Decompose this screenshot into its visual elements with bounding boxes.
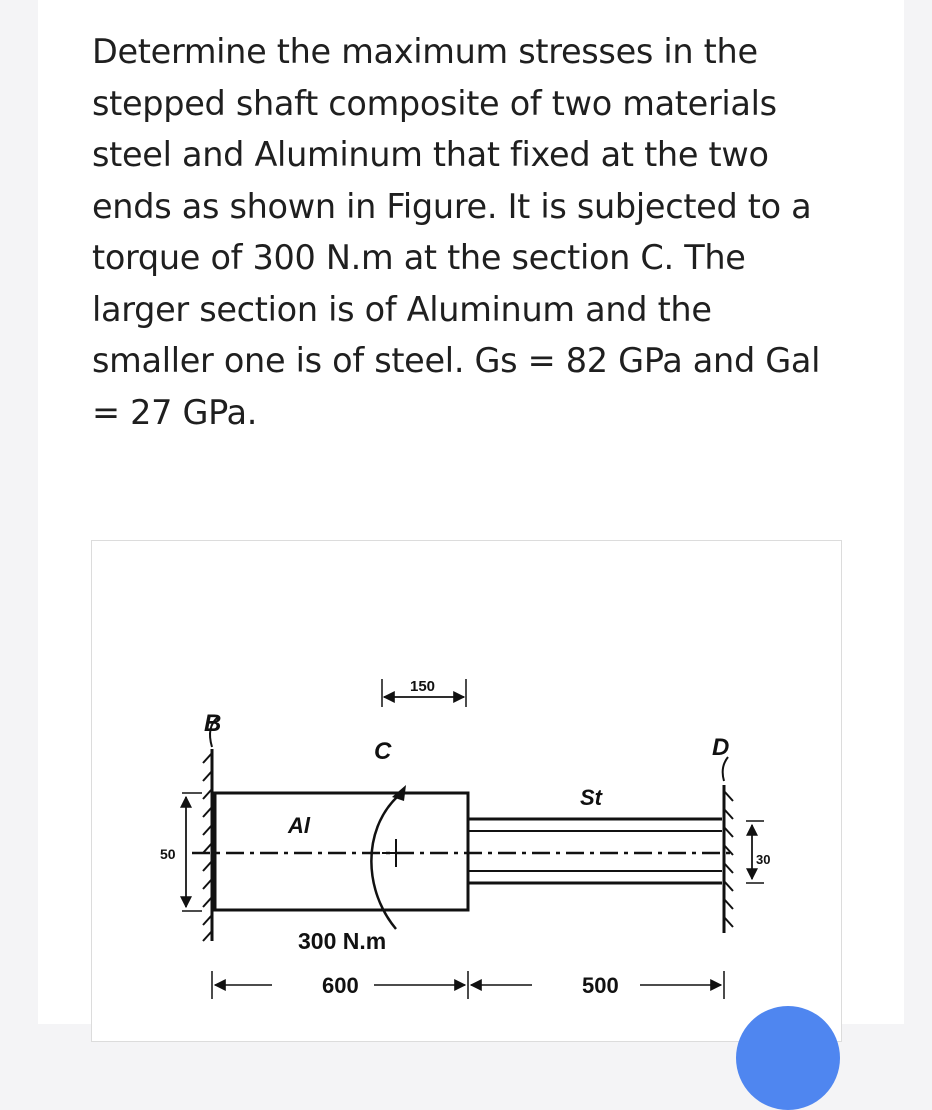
label-dim-500: 500 (582, 973, 619, 998)
label-dim-50: 50 (160, 846, 176, 862)
right-wall-support (723, 757, 733, 933)
label-dim-600: 600 (322, 973, 359, 998)
label-b: B (204, 710, 222, 737)
shaft-diagram (92, 541, 841, 1025)
question-line: torque of 300 N.m at the section C. The (92, 238, 746, 277)
label-d: D (712, 734, 730, 761)
steel-section (468, 819, 722, 883)
label-c: C (374, 738, 392, 765)
question-line: stepped shaft composite of two materials (92, 83, 777, 123)
question-text (92, 26, 872, 438)
aluminum-section (215, 793, 468, 910)
label-dim-30: 30 (756, 852, 771, 867)
question-line: steel and Aluminum that fixed at the two (92, 135, 769, 174)
label-torque: 300 N.m (298, 928, 387, 954)
label-dim-150: 150 (410, 678, 436, 695)
label-aluminum: Al (288, 813, 310, 838)
question-line: = 27 GPa. (92, 392, 258, 432)
question-line: smaller one is of steel. Gs = 82 GPa and Gal (92, 341, 821, 380)
question-line: larger section is of Aluminum and the (92, 289, 712, 329)
floating-action-button[interactable] (736, 1006, 840, 1110)
label-steel: St (580, 785, 602, 810)
dimension-bottom (212, 971, 724, 999)
figure-image[interactable] (91, 540, 842, 1042)
question-line: Determine the maximum stresses in the (92, 32, 758, 71)
question-line: ends as shown in Figure. It is subjected to a (92, 186, 812, 226)
